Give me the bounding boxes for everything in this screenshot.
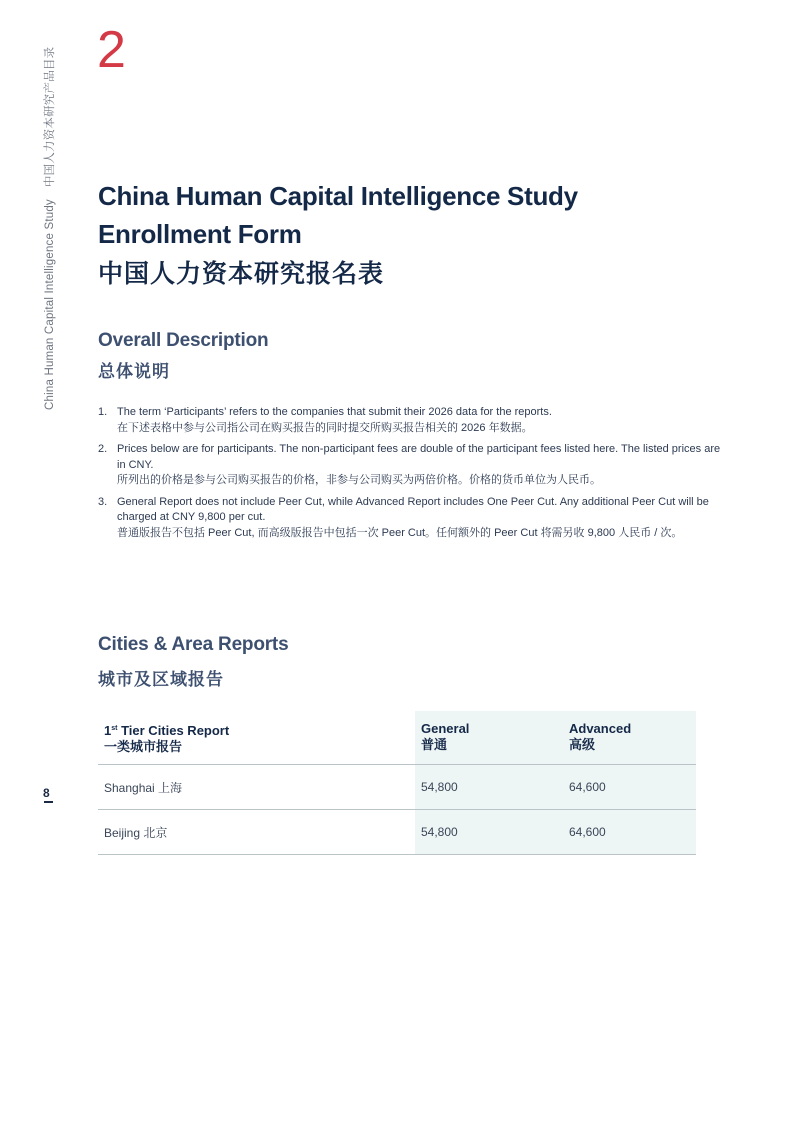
- header-report-label: Tier Cities Report: [117, 723, 230, 738]
- cities-heading: Cities & Area Reports: [98, 634, 289, 655]
- header-advanced: [563, 711, 696, 765]
- header-report: [98, 711, 415, 765]
- cell-city: Shanghai 上海: [98, 765, 415, 810]
- header-report-label-cn: 一类城市报告: [104, 739, 183, 754]
- header-general-label: General: [421, 721, 470, 736]
- note-number: 3.: [98, 495, 108, 508]
- cell-general-price: 54,800: [415, 765, 563, 810]
- cell-city: Beijing 北京: [98, 810, 415, 855]
- cities-price-table: [98, 711, 696, 855]
- table-row: [98, 810, 696, 855]
- cell-advanced-price: 64,600: [563, 765, 696, 810]
- header-report-prefix: 1: [104, 723, 112, 738]
- note-text: General Report does not include Peer Cut, while Advanced Report includes One Peer Cut. Any additional Peer Cut will be charged at CNY 9,800 per cut. 普通版报告不包括 Peer Cut, 而高级版报告中包括一次 Peer Cut。任何额外的 Peer Cut 将需另收 9,800 人民币 / 次。: [117, 495, 709, 539]
- overall-heading-cn: 总体说明: [98, 362, 170, 381]
- header-general-label-cn: 普通: [421, 737, 448, 752]
- table-row: [98, 765, 696, 810]
- note-number: 1.: [98, 406, 108, 418]
- cell-advanced-price: 64,600: [563, 810, 696, 855]
- page-title: [98, 177, 738, 253]
- page-title-line2: Enrollment Form: [98, 219, 302, 249]
- page-title-line1: China Human Capital Intelligence Study: [98, 181, 578, 211]
- note-number: 2.: [98, 443, 108, 455]
- header-report-sup: st: [111, 725, 118, 732]
- table-header-row: [98, 711, 696, 765]
- note-item: [98, 495, 728, 542]
- note-item: [98, 405, 728, 436]
- sidebar-title-cn: 中国人力资本研究产品目录: [44, 46, 56, 188]
- header-advanced-label: Advanced: [569, 721, 632, 736]
- section-number: 2: [97, 21, 126, 79]
- sidebar-title-en: China Human Capital Intelligence Study: [44, 199, 56, 410]
- notes-list: [98, 405, 728, 547]
- page-title-cn: 中国人力资本研究报名表: [98, 260, 385, 288]
- header-advanced-label-cn: 高级: [569, 737, 596, 752]
- note-text: The term ‘Participants’ refers to the companies that submit their 2026 data for the reports. 在下述表格中参与公司指公司在购买报告的同时提交所购买报告相关的 2026 年数据。: [117, 406, 552, 434]
- note-item: [98, 442, 728, 489]
- page-number: 8: [43, 786, 50, 800]
- note-text: Prices below are for participants. The non-participant fees are double of the participant fees listed here. The listed prices are in CNY. 所列出的价格是参与公司购买报告的价格，非参与公司购买为两倍价格。价格的货币单位为人民币。: [117, 443, 721, 486]
- cell-general-price: 54,800: [415, 810, 563, 855]
- cities-heading-cn: 城市及区域报告: [98, 670, 224, 689]
- overall-heading: Overall Description: [98, 330, 269, 351]
- header-general: [415, 711, 563, 765]
- sidebar-title: [41, 47, 57, 410]
- page-number-rule: [44, 801, 53, 803]
